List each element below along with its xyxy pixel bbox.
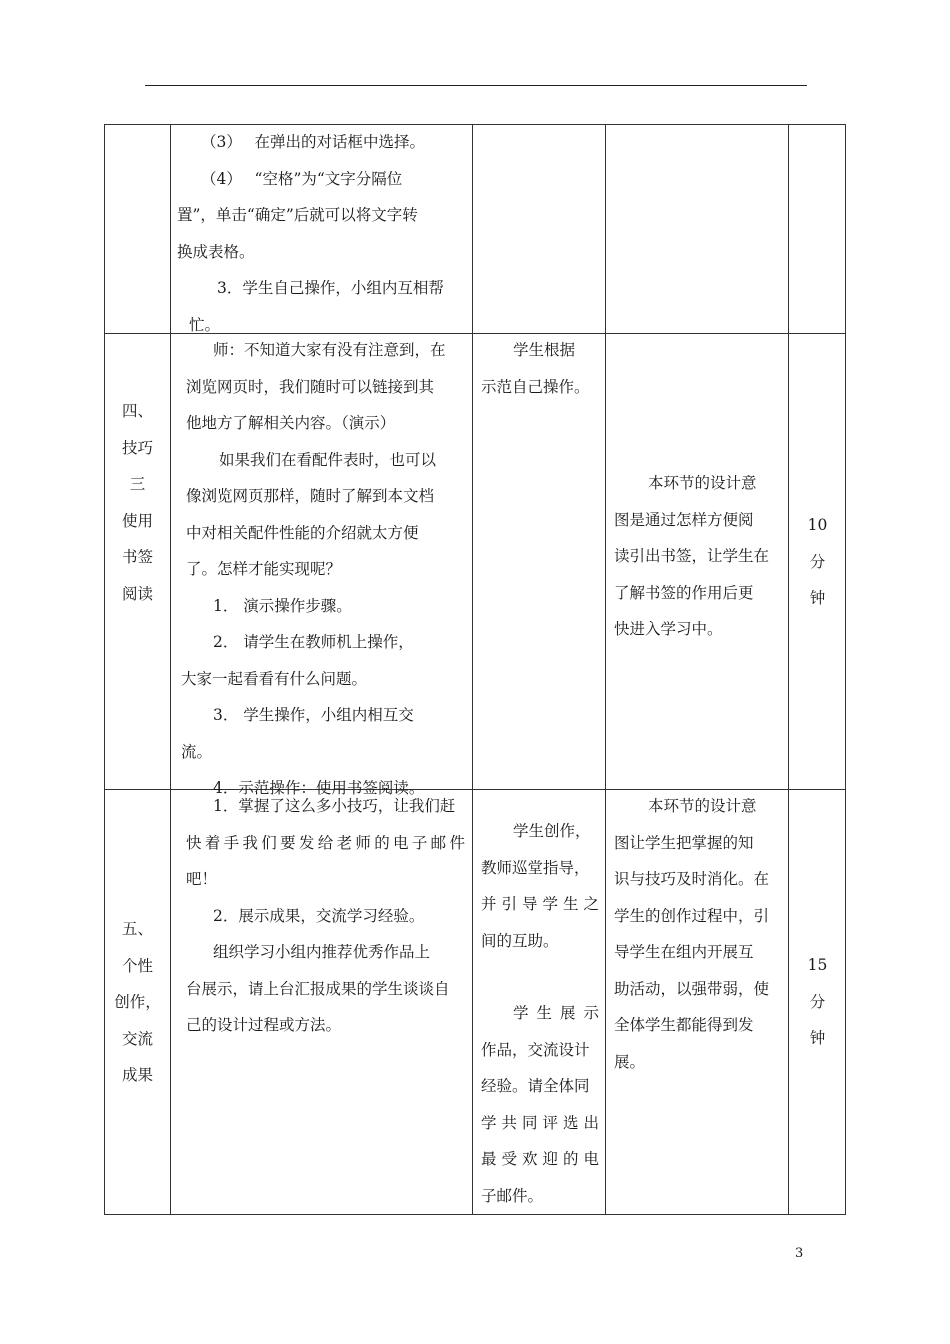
text-line: 最受欢迎的电	[481, 1150, 599, 1168]
text-line: 3． 学生操作，小组内相互交	[213, 706, 414, 724]
text-line: 他地方了解相关内容。（演示）	[186, 414, 396, 432]
stage-line: 三	[129, 475, 146, 493]
text-line: 了解书签的作用后更	[614, 583, 754, 602]
text-line: 学生展示	[513, 1004, 599, 1022]
text-line: 图让学生把掌握的知	[614, 833, 754, 852]
text-line: 己的设计过程或方法。	[186, 1016, 342, 1034]
stage-line: 创作，	[114, 993, 161, 1011]
text-line: 4．示范操作：使用书签阅读。	[213, 779, 425, 797]
text-line: 2． 请学生在教师机上操作，	[213, 633, 414, 651]
stage-line: 技巧	[121, 438, 153, 457]
time-line: 分	[809, 992, 826, 1011]
row-1-teacher-cell	[177, 124, 467, 343]
row-3-teacher-cell	[181, 788, 465, 1044]
text-line: 学共同评选出	[481, 1113, 599, 1132]
text-line: （3） 在弹出的对话框中选择。	[201, 133, 426, 151]
text-line: 换成表格。	[177, 242, 255, 261]
text-line: 经验。请全体同	[481, 1077, 590, 1095]
text-line: 台展示，请上台汇报成果的学生谈谈自	[186, 979, 450, 998]
row-2-stage-cell	[105, 393, 170, 612]
text-line: 了。怎样才能实现呢？	[186, 560, 342, 578]
stage-line: 交流	[121, 1029, 153, 1048]
text-line: 助活动，以强带弱，使	[614, 979, 770, 998]
text-line: 3．学生自己操作，小组内互相帮	[217, 279, 444, 297]
column-divider	[605, 125, 606, 1214]
time-line: 10	[807, 516, 828, 534]
time-line: 分	[809, 552, 826, 571]
text-line: （4） “空格”为“文字分隔位	[201, 169, 403, 188]
text-line: 快进入学习中。	[614, 620, 723, 638]
text-line: 忙。	[189, 315, 221, 334]
text-line: 师：不知道大家有没有注意到，在	[213, 341, 446, 359]
text-line: 本环节的设计意	[648, 474, 757, 492]
text-line: 图是通过怎样方便阅	[614, 510, 754, 529]
text-line: 2．展示成果，交流学习经验。	[213, 906, 425, 925]
time-line: 15	[807, 956, 828, 974]
text-line: 学生的创作过程中，引	[614, 906, 770, 925]
text-line: 导学生在组内开展互	[614, 943, 754, 961]
text-line: 本环节的设计意	[648, 797, 757, 815]
row-2-teacher-cell	[181, 332, 465, 807]
text-line: 大家一起看看有什么问题。	[181, 669, 368, 688]
text-line: 学生创作，	[513, 822, 591, 840]
row-3-intent-cell	[614, 788, 782, 1080]
stage-line: 使用	[121, 511, 153, 530]
text-line: 读引出书签，让学生在	[614, 547, 770, 565]
time-line: 钟	[809, 1029, 826, 1047]
text-line: 全体学生都能得到发	[614, 1016, 754, 1034]
text-line: 作品，交流设计	[481, 1040, 590, 1059]
stage-line: 个性	[121, 956, 153, 975]
text-line: 置”，单击“确定”后就可以将文字转	[177, 206, 418, 224]
text-line: 1． 演示操作步骤。	[213, 596, 352, 615]
text-line: 识与技巧及时消化。在	[614, 870, 770, 888]
column-divider	[170, 125, 171, 1214]
text-line: 1．掌握了这么多小技巧，让我们赶	[213, 797, 456, 815]
text-line: 组织学习小组内推荐优秀作品上	[213, 943, 431, 961]
text-line: 像浏览网页那样，随时了解到本文档	[186, 487, 435, 505]
text-line: 流。	[181, 742, 213, 761]
stage-line: 五、	[121, 920, 153, 938]
header-rule	[145, 85, 807, 86]
lesson-plan-table	[104, 124, 846, 1215]
text-line: 学生根据	[513, 341, 576, 359]
text-line: 如果我们在看配件表时，也可以	[219, 450, 437, 469]
page-number: 3	[795, 1246, 804, 1261]
row-3-stage-cell	[105, 911, 170, 1094]
row-2-intent-cell	[614, 465, 782, 648]
text-line: 子邮件。	[481, 1186, 544, 1205]
text-line: 快着手我们要发给老师的电子邮件	[186, 833, 465, 852]
text-line: 间的互助。	[481, 931, 559, 950]
row-2-student-cell	[481, 332, 599, 405]
text-line: 并引导学生之	[481, 895, 599, 913]
text-line: 教师巡堂指导，	[481, 858, 590, 877]
row-3-time-cell	[788, 947, 847, 1057]
row-2-time-cell	[788, 507, 847, 617]
column-divider	[472, 125, 473, 1214]
text-line: 示范自己操作。	[481, 377, 590, 396]
stage-line: 成果	[121, 1066, 153, 1084]
stage-line: 四、	[121, 402, 153, 420]
text-line: 中对相关配件性能的介绍就太方便	[186, 523, 419, 542]
stage-line: 阅读	[121, 584, 153, 603]
text-line: 吧！	[186, 870, 218, 888]
text-line: 浏览网页时，我们随时可以链接到其	[186, 377, 435, 396]
row-3-student-cell	[481, 813, 599, 1214]
stage-line: 书签	[121, 548, 153, 566]
text-line: 展。	[614, 1052, 646, 1071]
time-line: 钟	[809, 589, 826, 607]
